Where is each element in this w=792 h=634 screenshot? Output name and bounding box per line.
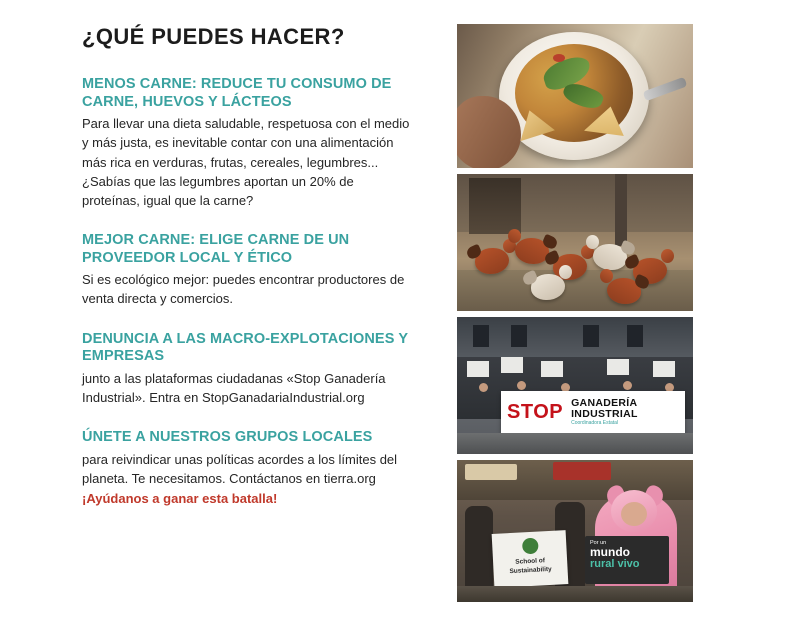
protest-sign — [501, 357, 523, 373]
text-column — [82, 24, 412, 530]
banner-line-2: INDUSTRIAL — [571, 407, 638, 420]
placard-line-2: mundo — [590, 545, 630, 559]
banner-line-3: Coordinadora Estatal — [571, 420, 619, 426]
section-heading: DENUNCIA A LAS MACRO-EXPLOTACIONES Y EMPRESAS — [82, 330, 408, 365]
section-mejor-carne — [82, 232, 412, 309]
section-body: Si es ecológico mejor: puedes encontrar productores de venta directa y comercios. — [82, 272, 405, 307]
flag-line-1: School of — [515, 557, 546, 566]
page-title: ¿QUÉ PUEDES HACER? — [82, 24, 345, 49]
photo-pig-costume-activists — [457, 460, 693, 602]
section-denuncia — [82, 331, 412, 408]
call-to-action-text: ¡Ayúdanos a ganar esta batalla! — [82, 491, 278, 507]
barn-door — [469, 178, 521, 234]
tomato-shape — [553, 54, 565, 62]
leaf-logo-icon — [522, 538, 539, 555]
placard-line-3: rural vivo — [590, 557, 640, 570]
section-body: junto a las plataformas ciudadanas «Stop Ganadería Industrial». Entra en StopGanadariaIndustrial.org — [82, 370, 386, 405]
section-body: para reivindicar unas políticas acordes a los límites del planeta. Te necesitamos. Contáctanos en tierra.org — [82, 451, 398, 486]
ground — [457, 433, 693, 454]
photo-protest-stop-ganaderia-industrial — [457, 317, 693, 454]
person-head — [479, 383, 488, 392]
section-heading: MEJOR CARNE: ELIGE CARNE DE UN PROVEEDOR LOCAL Y ÉTICO — [82, 231, 350, 266]
photo-column — [457, 24, 693, 608]
window — [511, 325, 527, 347]
protest-sign — [607, 359, 629, 375]
flag-banner — [492, 530, 569, 588]
window — [473, 325, 489, 347]
protest-banner — [501, 391, 685, 433]
hen-shape — [607, 278, 641, 304]
banner-stop-text: STOP — [507, 400, 564, 423]
fence-post — [615, 174, 627, 246]
window — [583, 325, 599, 347]
protest-sign — [541, 361, 563, 377]
hen-shape — [515, 238, 549, 264]
photo-bowl-of-plant-based-food — [457, 24, 693, 168]
placard — [585, 536, 669, 584]
section-menos-carne — [82, 76, 412, 210]
placard-line-1: Por un — [590, 540, 607, 546]
section-heading: MENOS CARNE: REDUCE TU CONSUMO DE CARNE, HUEVOS Y LÁCTEOS — [82, 76, 392, 110]
shop-sign — [465, 464, 517, 480]
protest-sign — [653, 361, 675, 377]
person-shape — [465, 506, 493, 586]
photo-free-range-hens — [457, 174, 693, 311]
red-banner — [553, 462, 611, 480]
section-body: Para llevar una dieta saludable, respetuosa con el medio y más justa, es inevitable contar con una alimentación más rica en verduras, frutas, cereales, legumbres... ¿Sabías que las legumbres aportan un 20% de proteínas, igual que la carne? — [82, 116, 410, 208]
ground — [457, 586, 693, 602]
banner-line-1: GANADERÍA — [571, 397, 638, 409]
window — [627, 325, 643, 347]
person-head — [517, 381, 526, 390]
section-unete — [82, 429, 412, 508]
person-head — [623, 381, 632, 390]
call-to-action — [82, 489, 412, 508]
banner-text-block — [571, 398, 638, 426]
section-heading: ÚNETE A NUESTROS GRUPOS LOCALES — [82, 429, 373, 446]
hen-shape — [593, 244, 627, 270]
protest-sign — [467, 361, 489, 377]
flag-line-2: Sustainability — [509, 565, 552, 576]
person-face — [621, 502, 647, 526]
